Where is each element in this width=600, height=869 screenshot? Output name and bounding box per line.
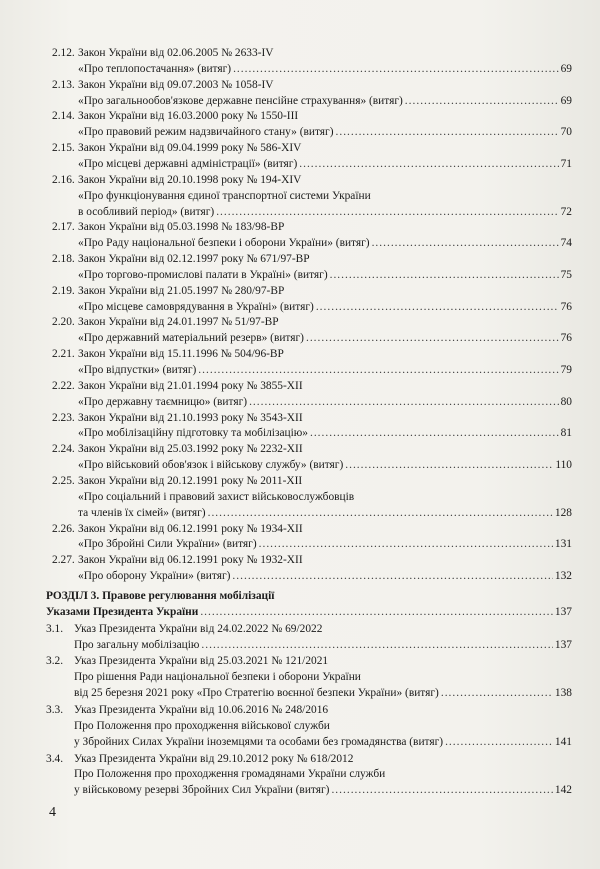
toc-line (0, 751, 600, 767)
toc-entry-title: Закон України від 20.12.1991 року № 2011-XII (78, 474, 303, 487)
toc-line (0, 653, 600, 669)
toc-entry-title: Закон України від 06.12.1991 року № 1932-XII (78, 554, 303, 567)
toc-entry-text: «Про загальнообов'язкове державне пенсійне страхування» (витяг) (78, 94, 403, 107)
toc-page-number: 110 (555, 459, 572, 472)
toc-line (0, 766, 600, 782)
toc-line (0, 283, 600, 299)
toc-line (0, 552, 600, 568)
toc-entry-text: «Про мобілізаційну підготовку та мобілізацію» (78, 427, 308, 440)
toc-line (0, 718, 600, 734)
toc-line (0, 505, 600, 521)
toc-entry-text: «Про торгово-промислові палати в Україні» (витяг) (78, 268, 328, 281)
toc-page-number: 79 (560, 364, 572, 376)
toc-entry-text: у військовому резерві Збройних Сил України (витяг) (74, 784, 330, 797)
toc-line (0, 621, 600, 637)
toc-entry-number: 3.1. (46, 622, 64, 635)
toc-line (0, 108, 600, 124)
toc-entry-number: 2.23. (52, 411, 75, 424)
toc-entry-text: у Збройних Силах України іноземцями та особами без громадянства (витяг) (74, 735, 444, 748)
toc-entry-subtitle: Про Положення про проходження громадянами України служби (74, 768, 386, 781)
toc-page-number: 142 (554, 784, 572, 797)
dot-leader (198, 362, 558, 378)
toc-line (0, 330, 600, 346)
toc-entry-number: 2.17. (52, 221, 75, 234)
toc-line (0, 204, 600, 220)
toc-page-number: 137 (554, 638, 572, 651)
toc-page-number: 76 (560, 332, 572, 345)
toc-entry-number: 2.21. (52, 348, 75, 361)
toc-line (0, 489, 600, 505)
toc-page-number: 138 (554, 687, 572, 700)
toc-page-number: 80 (560, 395, 572, 408)
dot-leader (372, 235, 559, 251)
toc-line (0, 410, 600, 426)
toc-entry-title: Закон України від 05.03.1998 № 183/98-ВР (78, 221, 285, 234)
toc-entry-number: 2.16. (52, 173, 75, 186)
toc-line (0, 267, 600, 283)
dot-leader (316, 299, 559, 315)
toc-entry-text: Про загальну мобілізацію (74, 638, 200, 651)
toc-entry-title: Закон України від 09.04.1999 року № 586-XIV (78, 142, 302, 155)
toc-line (0, 734, 600, 750)
toc-entry-subtitle: «Про функціонування єдиної транспортної системи України (78, 189, 371, 202)
toc-entry-number: 2.13. (52, 78, 75, 91)
toc-entry-title: Закон України від 06.12.1991 року № 1934-XII (78, 522, 303, 535)
toc-entry-number: 3.4. (46, 752, 64, 765)
toc-entry-number: 2.19. (52, 284, 75, 297)
toc-line (0, 702, 600, 718)
toc-entry-title: Закон України від 09.07.2003 № 1058-IV (78, 78, 274, 91)
toc-line (0, 251, 600, 267)
dot-leader (299, 156, 558, 172)
toc-entry-number: 3.2. (46, 655, 64, 668)
dot-leader (331, 782, 552, 798)
toc-entry-text: «Про місцеве самоврядування в Україні» (витяг) (78, 300, 314, 313)
toc-line (0, 473, 600, 489)
toc-page-number: 128 (554, 506, 572, 519)
toc-line (0, 314, 600, 330)
dot-leader (232, 568, 552, 584)
toc-line (0, 637, 600, 653)
toc-page-number: 69 (560, 94, 572, 107)
toc-page-number: 132 (554, 570, 572, 583)
toc-line (0, 669, 600, 685)
dot-leader (216, 204, 558, 220)
toc-line (0, 61, 600, 77)
toc-line (0, 362, 600, 378)
toc-entry-subtitle: «Про соціальний і правовий захист військовослужбовців (78, 490, 355, 503)
toc-entry-number: 2.18. (52, 253, 75, 266)
toc-line (0, 536, 600, 552)
page-number: 4 (49, 805, 56, 820)
toc-entry-text: «Про відпустки» (витяг) (78, 364, 197, 376)
toc-line (0, 235, 600, 251)
toc-entry-number: 2.24. (52, 443, 75, 456)
toc-entry-title: Указ Президента України від 25.03.2021 № 121/2021 (74, 655, 329, 668)
toc-page-number: 72 (560, 205, 572, 218)
toc-entry-title: Закон України від 25.03.1992 року № 2232-XII (78, 443, 303, 456)
toc-page-number: 131 (554, 538, 572, 551)
toc-line (0, 604, 600, 620)
toc-entry-title: Закон України від 21.01.1994 року № 3855-XII (78, 379, 303, 392)
toc-entry-text: «Про військовий обов'язок і військову службу» (витяг) (78, 459, 344, 472)
toc-entry-title: Указ Президента України від 29.10.2012 року № 618/2012 (74, 752, 354, 765)
toc-entry-title: Закон України від 15.11.1996 № 504/96-ВР (78, 348, 284, 361)
toc-entry-title: Закон України від 24.01.1997 № 51/97-ВР (78, 316, 279, 329)
toc-entry-number: 2.20. (52, 316, 75, 329)
toc-entry-text: «Про державну таємницю» (витяг) (78, 395, 248, 408)
toc-line (0, 346, 600, 362)
toc-entry-number: 2.26. (52, 522, 75, 535)
toc-page-number: 81 (560, 427, 572, 440)
toc-entry-text: «Про Збройні Сили України» (витяг) (78, 538, 257, 551)
toc-line (0, 77, 600, 93)
dot-leader (233, 61, 559, 77)
toc-entry-title: Закон України від 20.10.1998 року № 194-XIV (78, 173, 302, 186)
toc-page-number: 69 (560, 62, 572, 75)
toc-line (0, 299, 600, 315)
toc-entry-subtitle: Про рішення Ради національної безпеки і оборони України (74, 671, 361, 684)
toc-line (0, 588, 600, 604)
toc-entry-text: «Про оборону України» (витяг) (78, 570, 231, 583)
toc-page-number: 74 (560, 237, 572, 250)
toc-entry-title: Закон України від 21.05.1997 № 280/97-ВР (78, 284, 285, 297)
dot-leader (336, 124, 559, 140)
toc-page-number: 75 (560, 268, 572, 281)
toc-line (0, 568, 600, 584)
toc-line (0, 172, 600, 188)
toc-line (0, 782, 600, 798)
toc-entry-text: в особливий період» (витяг) (78, 205, 215, 218)
toc-entry-text: «Про державний матеріальний резерв» (витяг) (78, 332, 304, 345)
toc-entry-title: Указ Президента України від 10.06.2016 № 248/2016 (74, 703, 329, 716)
toc-entry-text: «Про теплопостачання» (витяг) (78, 62, 232, 75)
toc-line (0, 156, 600, 172)
dot-leader (405, 93, 559, 109)
toc-entry-title: Закон України від 02.06.2005 № 2633-IV (78, 47, 274, 59)
toc-entry-number: 2.15. (52, 142, 75, 155)
toc-entry-subtitle: Про Положення про проходження військової служби (74, 719, 330, 732)
toc-line (0, 45, 600, 61)
dot-leader (310, 425, 559, 441)
toc-line (0, 219, 600, 235)
toc-entry-title: Закон України від 16.03.2000 року № 1550-III (78, 110, 299, 123)
toc-entry-text: та членів їх сімей» (витяг) (78, 506, 206, 519)
dot-leader (249, 394, 559, 410)
toc-entry-number: 2.27. (52, 554, 75, 567)
toc-line (0, 457, 600, 473)
toc-line (0, 140, 600, 156)
toc-entry-text: «Про місцеві державні адміністрації» (витяг) (78, 157, 298, 170)
toc-entry-number: 2.14. (52, 110, 75, 123)
dot-leader (208, 505, 553, 521)
dot-leader (445, 734, 553, 750)
toc-entry-number: 2.12. (52, 47, 75, 59)
dot-leader (200, 604, 553, 620)
toc-entry-text: Указами Президента України (46, 605, 199, 618)
toc-entry-text: «Про правовий режим надзвичайного стану» (витяг) (78, 126, 334, 139)
dot-leader (306, 330, 559, 346)
section-heading: РОЗДІЛ 3. Правове регулювання мобілізації (46, 590, 275, 602)
toc-entry-title: Закон України від 02.12.1997 року № 671/97-ВР (78, 253, 310, 266)
toc-page-number: 76 (560, 300, 572, 313)
toc-entry-title: Указ Президента України від 24.02.2022 № 69/2022 (74, 622, 323, 635)
toc-line (0, 425, 600, 441)
toc-line (0, 188, 600, 204)
toc-line (0, 441, 600, 457)
toc-page-number: 70 (560, 126, 572, 139)
toc-entry-text: «Про Раду національної безпеки і оборони України» (витяг) (78, 237, 370, 250)
toc-line (0, 394, 600, 410)
toc-line (0, 93, 600, 109)
toc-page-number: 137 (554, 605, 572, 618)
toc-line (0, 685, 600, 701)
toc-entry-number: 3.3. (46, 703, 64, 716)
dot-leader (345, 457, 553, 473)
dot-leader (441, 685, 553, 701)
toc-entry-title: Закон України від 21.10.1993 року № 3543-XII (78, 411, 303, 424)
toc-page-number: 71 (560, 157, 572, 170)
dot-leader (259, 536, 553, 552)
toc-line (0, 124, 600, 140)
dot-leader (201, 637, 553, 653)
toc-page-number: 141 (554, 735, 572, 748)
toc-entry-text: від 25 березня 2021 року «Про Стратегію воєнної безпеки України» (витяг) (74, 687, 439, 700)
toc-line (0, 378, 600, 394)
toc-entry-number: 2.25. (52, 474, 75, 487)
toc-line (0, 521, 600, 537)
toc-entry-number: 2.22. (52, 379, 75, 392)
dot-leader (330, 267, 559, 283)
